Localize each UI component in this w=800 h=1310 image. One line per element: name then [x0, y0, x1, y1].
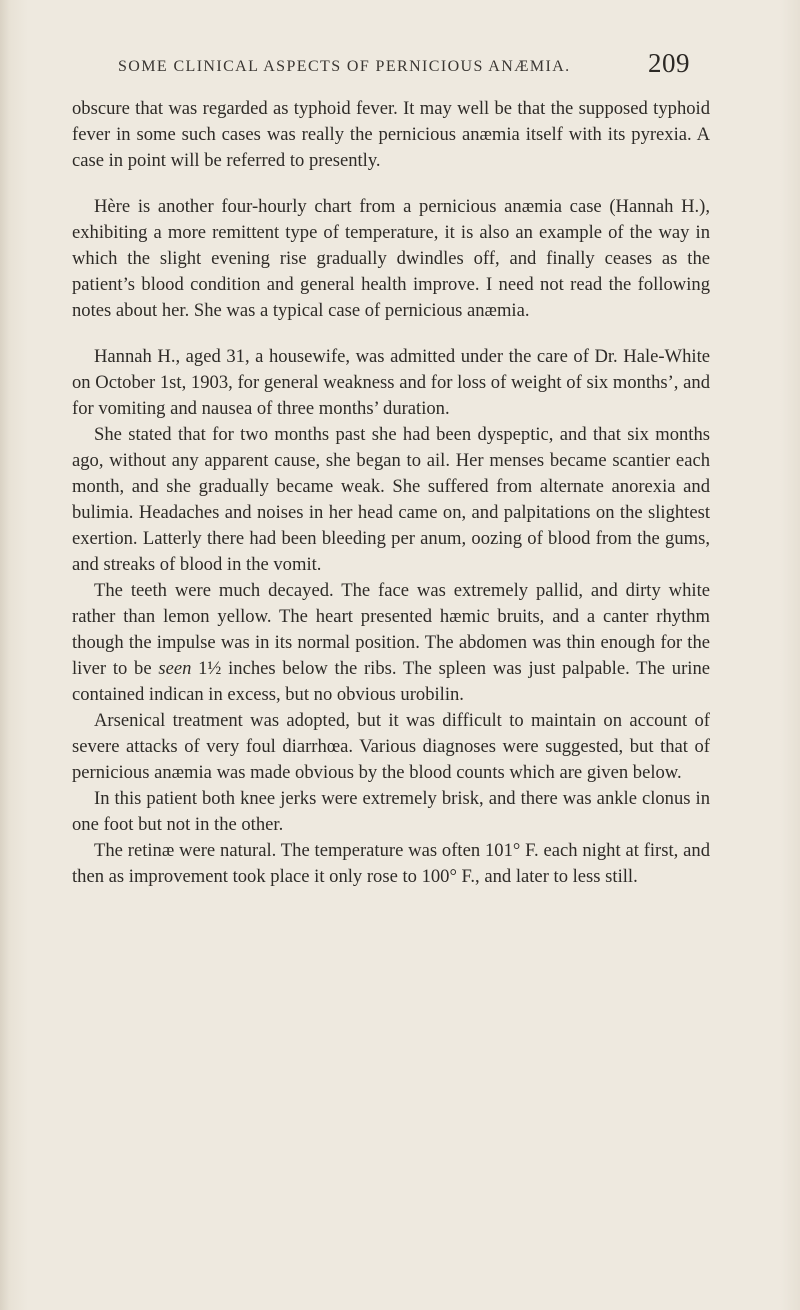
paragraph-examination — [72, 578, 710, 708]
page-header — [118, 48, 690, 88]
paragraph-case-admission: Hannah H., aged 31, a housewife, was admitted under the care of Dr. Hale-White on October 1st, 1903, for general weakness and for loss of weight of six months’, and for vomiting and nausea of three months’ duration. — [72, 346, 710, 419]
examination-text-end: 1½ inches below the ribs. The spleen was just palpable. The urine contained indican in excess, but no obvious urobilin. — [72, 658, 711, 705]
running-head: SOME CLINICAL ASPECTS OF PERNICIOUS ANÆMIA. — [118, 58, 571, 75]
paragraph-temperature: The retinæ were natural. The temperature was often 101° F. each night at first, and then as improvement took place it only rose to 100° F., and later to less still. — [72, 840, 710, 887]
examination-italic-seen: seen — [158, 658, 192, 679]
paragraph-case-history: She stated that for two months past she had been dyspeptic, and that six months ago, without any apparent cause, she began to ail. Her menses became scantier each month, and she gradually became weak. She suffered from alternate anorexia and bulimia. Headaches and noises in her head came on, and palpitations on the slightest exertion. Latterly there had been bleeding per anum, oozing of blood from the gums, and streaks of blood in the vomit. — [72, 424, 710, 575]
paragraph-treatment: Arsenical treatment was adopted, but it was difficult to maintain on account of severe attacks of very foul diarrhœa. Various diagnoses were suggested, but that of pernicious anæmia was made obvious by the blood counts which are given below. — [72, 710, 710, 783]
paragraph-chart-description: Hère is another four-hourly chart from a pernicious anæmia case (Hannah H.), exhibiting a more remittent type of temperature, it is also an example of the way in which the slight evening rise gradually dwindles off, and finally ceases as the patient’s blood condition and general health improve. I need not read the following notes about her. She was a typical case of pernicious anæmia. — [72, 196, 710, 321]
page-number: 209 — [648, 48, 690, 78]
examination-text-start: The teeth were much decayed. The face was extremely pallid, and dirty white rather than lemon yellow. The heart presented hæmic bruits, and a canter rhythm though the impulse was in its normal position. The abdomen was thin enough for the liver to be — [72, 580, 710, 679]
paragraph-typhoid-fever: obscure that was regarded as typhoid fever. It may well be that the supposed typhoid fever in some such cases was really the pernicious anæmia itself with its pyrexia. A case in point will be referred to presently. — [72, 98, 710, 171]
paragraph-gap — [72, 324, 710, 344]
page-body — [72, 96, 710, 890]
paragraph-reflexes: In this patient both knee jerks were extremely brisk, and there was ankle clonus in one foot but not in the other. — [72, 788, 710, 835]
paragraph-gap — [72, 174, 710, 194]
